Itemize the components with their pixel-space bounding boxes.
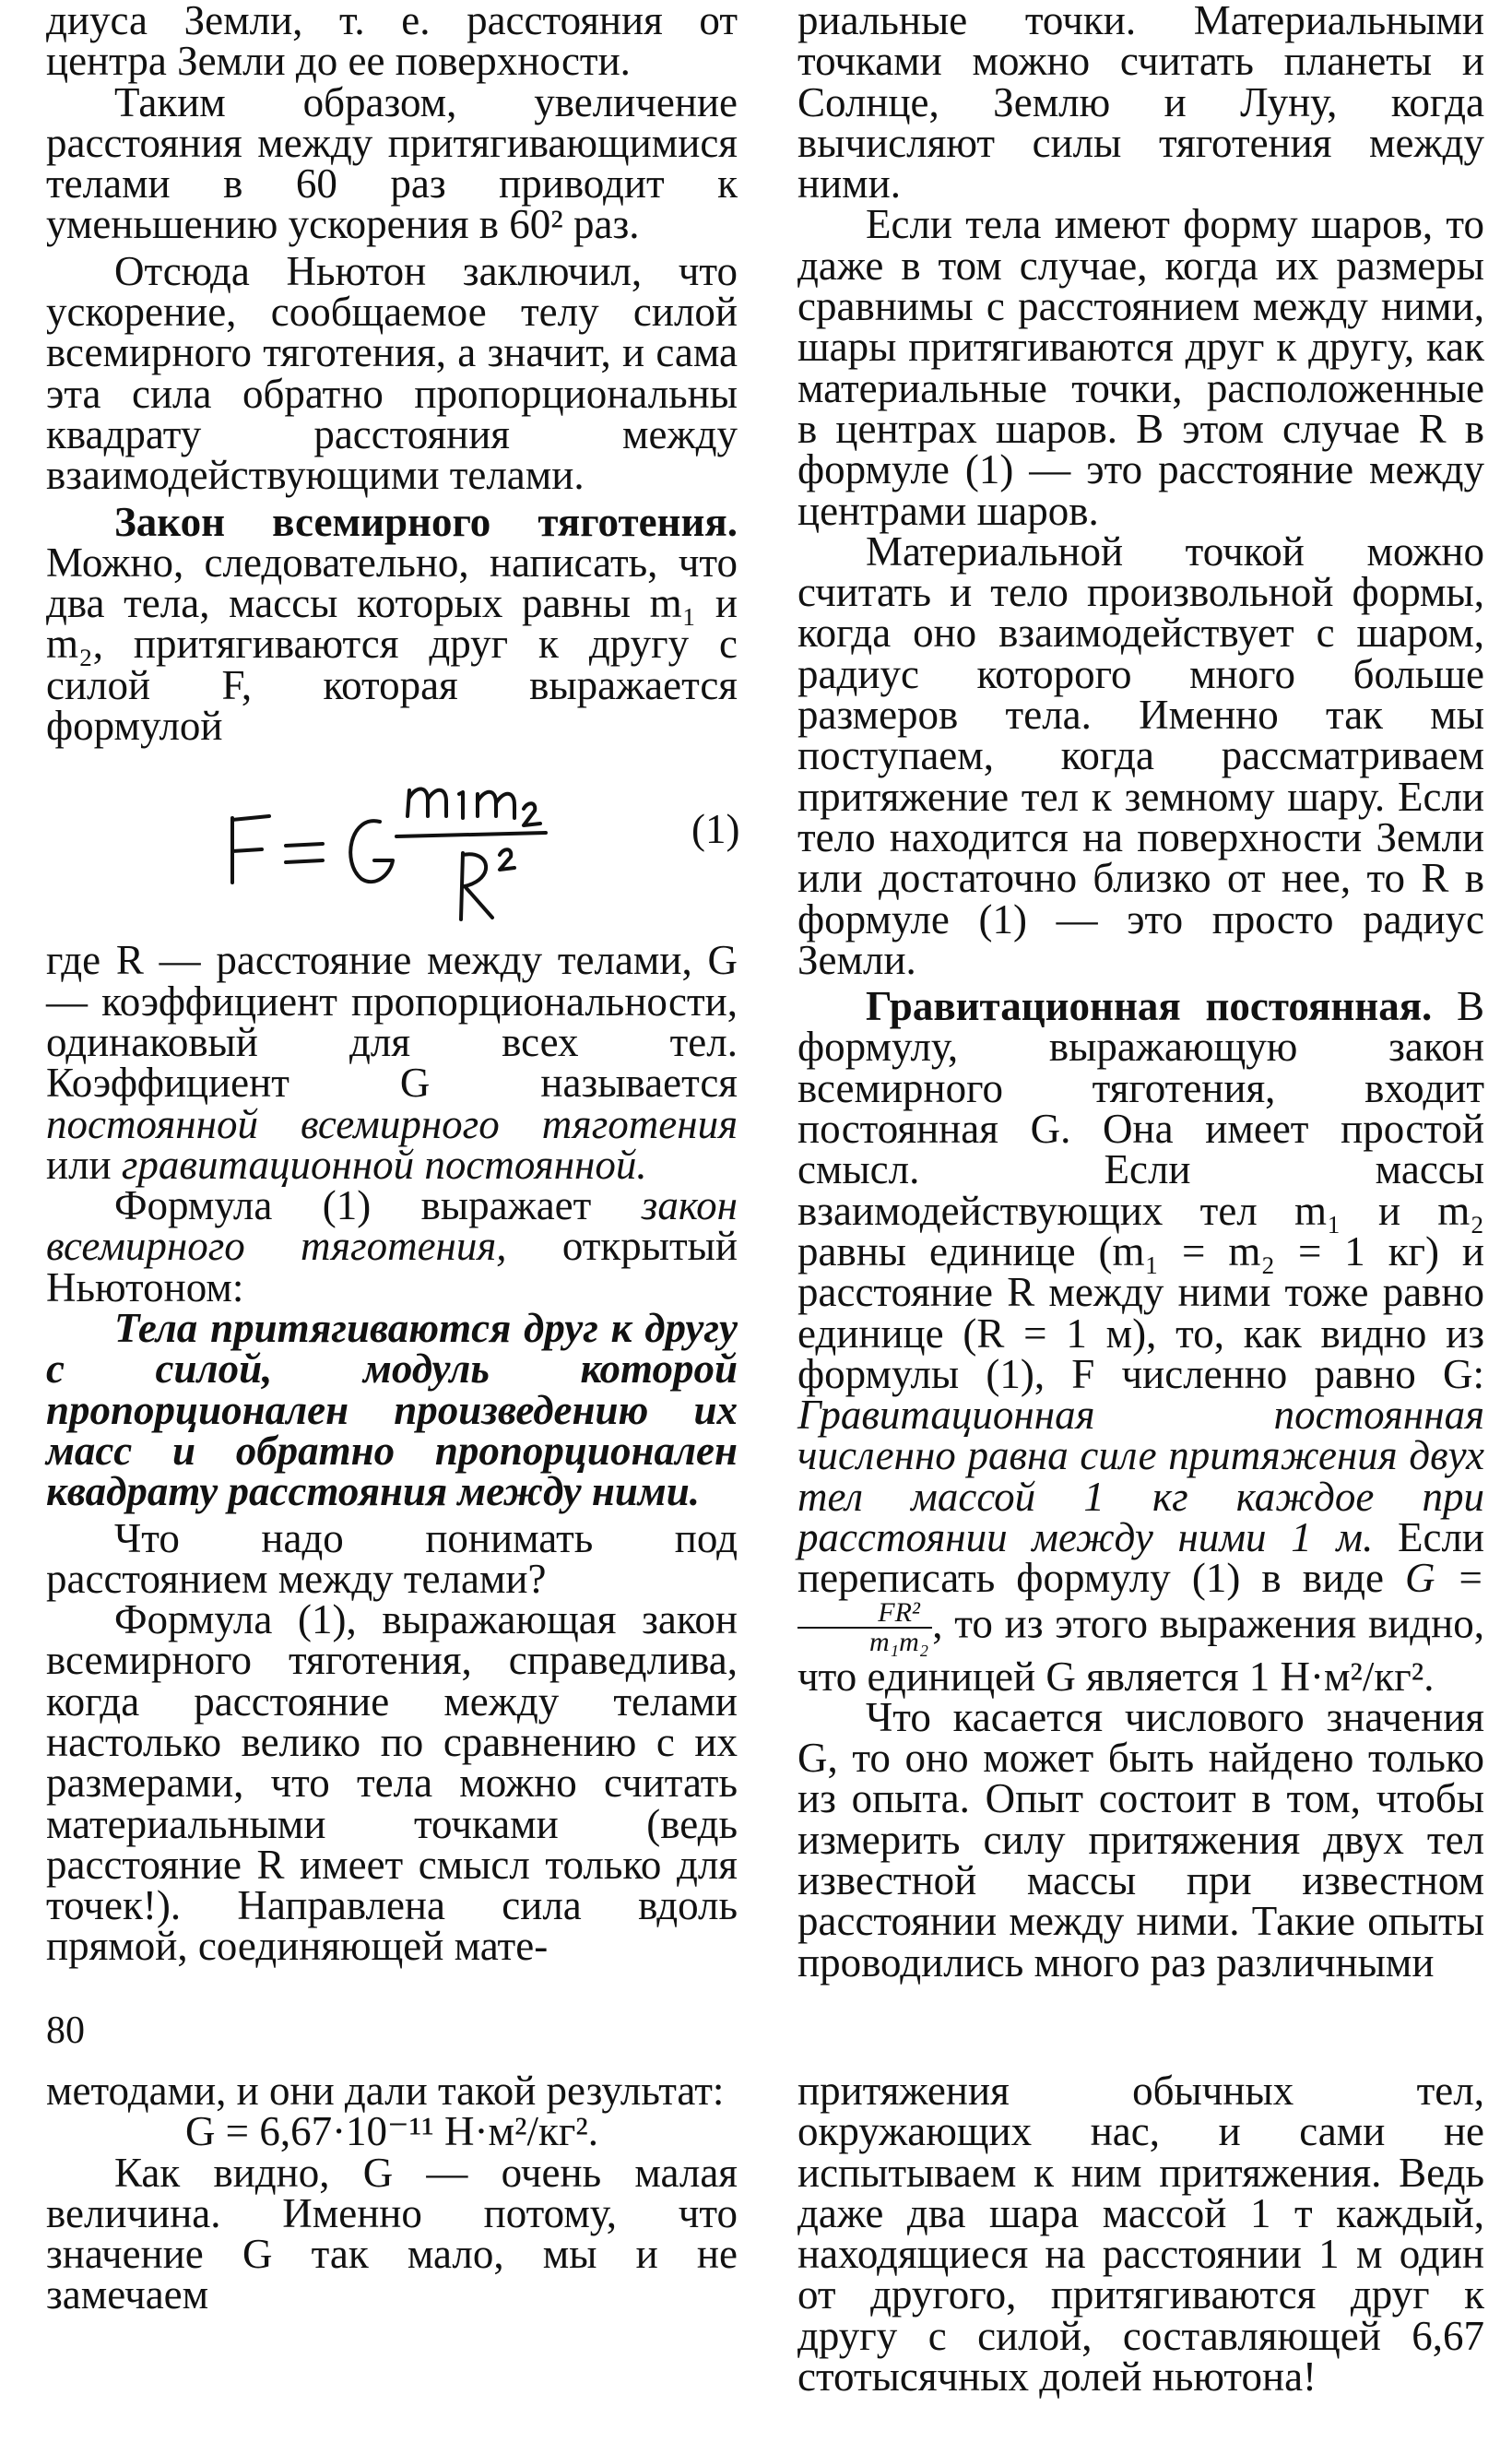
- handwritten-formula-icon: [203, 761, 682, 936]
- page-number: 80: [46, 2009, 85, 2052]
- fraction-denominator: m₁m₂: [869, 1626, 929, 1657]
- paragraph: риальные точки. Материальными точками можно считать планеты и Солнце, Землю и Луну, когда вычисляют силы тяготения между ними.: [797, 0, 1484, 207]
- paragraph: Если тела имеют форму шаров, то даже в том случае, когда их размеры сравнимы с расстоянием между ними, шары притягиваются друг к другу, как материальные точки, расположенные в центрах шаров. В этом случае R в формуле (1) — это расстояние между центрами шаров.: [797, 201, 1484, 534]
- next-page-right-column: [797, 2068, 1484, 2401]
- paragraph-text: Можно, следовательно, написать, что два тела, массы которых равны m₁ и m₂, притягиваются друг к другу с силой F, которая выражается формулой: [46, 539, 738, 750]
- right-column: [797, 0, 1484, 1986]
- paragraph: [46, 1182, 738, 1310]
- left-column: [46, 0, 740, 1970]
- paragraph: Таким образом, увеличение расстояния между притягивающимися телами в 60 раз приводит к уменьшению ускорения в 60² раз.: [46, 78, 738, 248]
- paragraph: диуса Земли, т. е. расстояния от центра Земли до ее поверхности.: [46, 0, 738, 85]
- term-italic: постоянной всемирного тяготения: [46, 1100, 738, 1147]
- formula-1: [46, 761, 738, 936]
- section-heading-law: Закон всемирного тяготения.: [114, 498, 738, 545]
- paragraph: методами, и они дали такой результат:: [46, 2068, 725, 2114]
- definition-italic: Гравитационная постоянная численно равна силе притяжения двух тел массой 1 кг каждое при расстоянии между ними 1 м.: [797, 1392, 1484, 1560]
- paragraph-text: Формула (1) выражает: [114, 1182, 642, 1229]
- paragraph: притяжения обычных тел, окружающих нас, и сами не испытываем к ним притяжения. Ведь даже два шара массой 1 т каждый, находящиеся на расстоянии 1 м один от другого, притягиваются друг к другу с силой, составляющей 6,67 стотысячных долей ньютона!: [797, 2068, 1484, 2401]
- paragraph-text: , то из этого выражения видно, что единицей G является 1 Н·м²/кг².: [797, 1599, 1484, 1700]
- next-page-left-column: [46, 2070, 738, 2316]
- paragraph-text: открытый Ньютоном:: [46, 1223, 738, 1310]
- paragraph: Отсюда Ньютон заключил, что ускорение, сообщаемое телу силой всемирного тяготения, а значит, и сама эта сила обратно пропорциональны квадрату расстояния между взаимодействующими телами.: [46, 247, 738, 499]
- paragraph: [46, 937, 738, 1188]
- paragraph: Формула (1), выражающая закон всемирного тяготения, справедлива, когда расстояние между телами настолько велико по сравнению с их размерами, что тела можно считать материальными точками (ведь расстояние R имеет смысл только для точек!). Направлена сила вдоль прямой, соединяющей мате-: [46, 1596, 738, 1970]
- section-heading-constant: Гравитационная постоянная.: [866, 983, 1433, 1030]
- paragraph: Что касается числового значения G, то оно может быть найдено только из опыта. Опыт состоит в том, чтобы измерить силу притяжения двух тел известной массы при известном расстоянии между ними. Такие опыты проводились много раз различными: [797, 1693, 1484, 1986]
- gravitational-constant-equation: G = 6,67·10⁻¹¹ Н·м²/кг².: [184, 2108, 599, 2155]
- paragraph: [797, 983, 1484, 1700]
- paragraph: [46, 498, 738, 750]
- paragraph-text: где R — расстояние между телами, G — коэффициент пропорциональности, одинаковый для всех тел. Коэффициент G называется: [46, 937, 738, 1107]
- paragraph-text: В формулу, выражающую закон всемирного тяготения, входит постоянная G. Она имеет простой смысл. Если массы взаимодействующих тел m₁ и m₂ равны единице (m₁ = m₂ = 1 кг) и расстояние R между ними тоже равно единице (R = 1 м), то, как видно из формулы (1), F численно равно G:: [797, 983, 1484, 1397]
- paragraph-text: или: [46, 1141, 122, 1188]
- paragraph-text: Если переписать формулу (1) в виде: [797, 1513, 1484, 1602]
- law-statement: Тела притягиваются друг к другу с силой, модуль которой пропорционален произведению их масс и обратно пропорционален квадрату расстояния между ними.: [46, 1305, 738, 1515]
- term-italic: закон всемирного тяготения,: [46, 1182, 738, 1270]
- formula-lhs: G =: [1405, 1555, 1484, 1602]
- inline-fraction: [797, 1596, 932, 1657]
- paragraph: Материальной точкой можно считать и тело произвольной формы, когда оно взаимодействует с шаром, радиус которого много больше размеров тела. Именно так мы поступаем, когда рассматриваем притяжение тел к земному шару. Если тело находится на поверхности Земли или достаточно близко от нее, то R в формуле (1) — это просто радиус Земли.: [797, 528, 1484, 983]
- formula-number: (1): [691, 806, 740, 853]
- paragraph: Как видно, G — очень малая величина. Именно потому, что значение G так мало, мы и не замечаем: [46, 2149, 738, 2318]
- term-italic: гравитационной постоянной.: [121, 1141, 647, 1188]
- fraction-numerator: FR²: [797, 1599, 932, 1629]
- paragraph: Что надо понимать под расстоянием между телами?: [46, 1514, 738, 1602]
